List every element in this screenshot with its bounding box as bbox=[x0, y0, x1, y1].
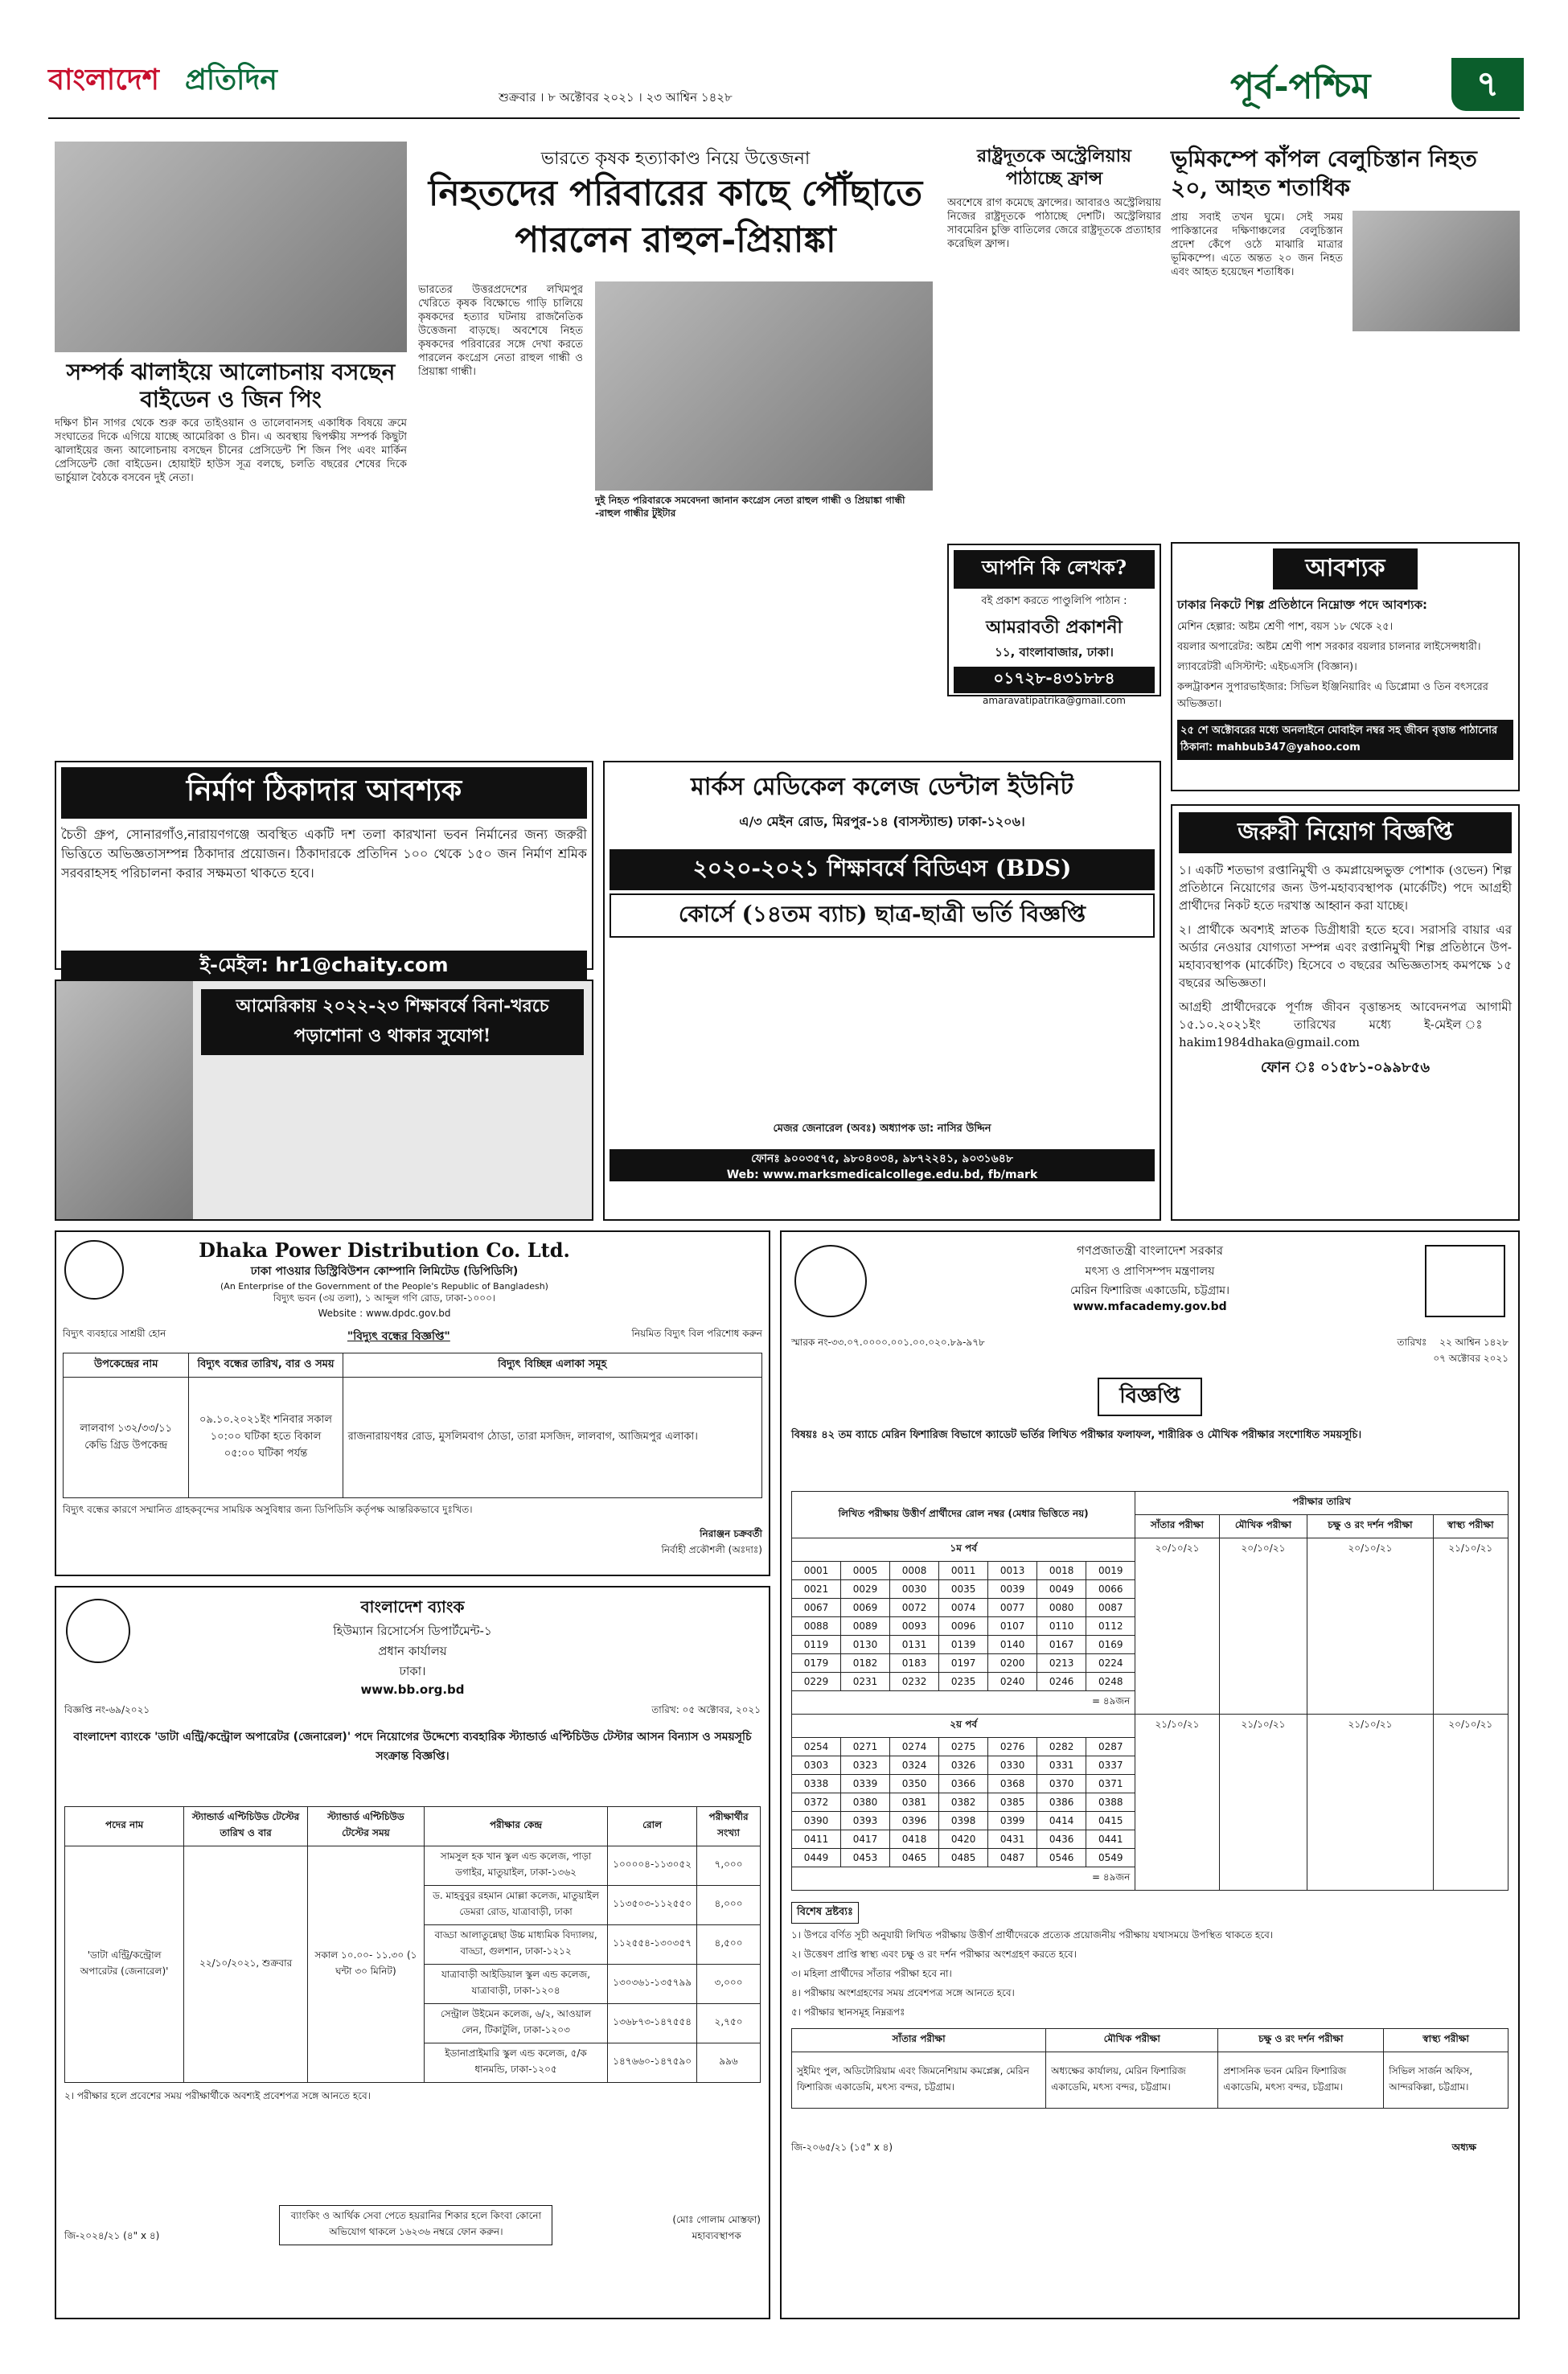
dpdc-table bbox=[63, 1353, 762, 1498]
roll-cell: 0449 bbox=[792, 1849, 841, 1867]
roll-cell: 0049 bbox=[1037, 1580, 1086, 1599]
dpdc-subtitle: (An Enterprise of the Government of the People's Republic of Bangladesh) bbox=[220, 1281, 548, 1292]
roll-cell: 0197 bbox=[939, 1654, 988, 1673]
roll-cell: 0366 bbox=[939, 1775, 988, 1793]
roll-cell: 0107 bbox=[988, 1617, 1037, 1636]
mfa-signer: অধ্যক্ষ bbox=[1451, 2142, 1476, 2153]
lekhok-publisher: আমরাবতী প্রকাশনী bbox=[986, 617, 1123, 638]
roll-cell: 0169 bbox=[1086, 1636, 1135, 1654]
biden-body: দক্ষিণ চীন সাগর থেকে শুরু করে তাইওয়ান ও তালেবানসহ একাধিক বিষয়ে ক্রমে সংঘাতের দিকে এগিয়ে যাচ্ছে আমেরিকা ও চীন। এ অবস্থায় দ্বিপক্ষীয় সম্পর্ক কিছুটা ঝালাইয়ের জন্য আলোচনায় বসছেন চীনের প্রেসিডেন্ট শি জিন পিং এবং মার্কিন প্রেসিডেন্ট জো বাইডেন। হোয়াইট হাউস সূত্র বলছে, চলতি বছরের শেষের দিকে ভার্চুয়াল বৈঠকে বসবেন দুই নেতা। bbox=[55, 417, 407, 484]
roll-cell: 0371 bbox=[1086, 1775, 1135, 1793]
bb-td-roll: ১৩০৩৬১-১৩৫৭৯৯ bbox=[608, 1965, 697, 2004]
bb-td-post: 'ডাটা এন্ট্রি/কন্ট্রোল অপারেটর (জেনারেল)' bbox=[65, 1846, 184, 2083]
nirman-title: নির্মাণ ঠিকাদার আবশ্যক bbox=[61, 767, 587, 819]
bb-th-center: পরীক্ষার কেন্দ্র bbox=[424, 1807, 607, 1846]
roll-cell: 0005 bbox=[841, 1562, 890, 1580]
joruri-footer: আগ্রহী প্রার্থীদেরকে পূর্ণাঙ্গ জীবন বৃত্তান্তসহ আবেদনপত্র আগামী ১৫.১০.২০২১ইং তারিখের মধ্যে ই-মেইল ঃ hakim1984dhaka@gmail.com bbox=[1179, 1000, 1512, 1049]
bb-office: প্রধান কার্যালয় bbox=[378, 1644, 447, 1658]
aboshyok-title: আবশ্যক bbox=[1273, 548, 1418, 589]
roll-cell: 0338 bbox=[792, 1775, 841, 1793]
lekhok-title: আপনি কি লেখক? bbox=[954, 550, 1155, 589]
roll-cell: 0303 bbox=[792, 1756, 841, 1775]
mfa-note-4: ৪। পরীক্ষায় অংশগ্রহণের সময় প্রবেশপত্র সঙ্গে আনতে হবে। bbox=[791, 1987, 1015, 1998]
roll-cell: 0390 bbox=[792, 1812, 841, 1830]
ad-lekhok bbox=[947, 544, 1161, 706]
bb-td-center: ড. মাহবুবুর রহমান মোল্লা কলেজ, মাতুয়াইল ডেমরা রোড, যাত্রাবাড়ী, ঢাকা bbox=[424, 1886, 607, 1925]
bb-table bbox=[64, 1806, 761, 2083]
roll-cell: 0030 bbox=[890, 1580, 939, 1599]
roll-cell: 0080 bbox=[1037, 1599, 1086, 1617]
roll-cell: 0276 bbox=[988, 1738, 1037, 1756]
dpdc-td-area: রাজনারায়ণধর রোড, মুসলিমবাগ ঠোডা, তারা মসজিদ, লালবাগ, আজিমপুর এলাকা। bbox=[343, 1378, 761, 1498]
bangladesh-50-logo bbox=[794, 1245, 867, 1317]
bb-date: তারিখ: ০৫ অক্টোবর, ২০২১ bbox=[651, 1704, 761, 1715]
joruri-phone: ফোন ঃ ০১৫৮১-০৯৯৮৫৬ bbox=[1260, 1059, 1430, 1076]
bb-td-roll: ১৩৬৮৭৩-১৪৭৫৫৪ bbox=[608, 2004, 697, 2043]
roll-cell: 0072 bbox=[890, 1599, 939, 1617]
mfa-note-1: ১। উপরে বর্ণিত সূচী অনুযায়ী লিখিত পরীক্ষায় উত্তীর্ণ প্রার্থীদেরকে প্রত্যেক প্রয়োজনীয় পরীক্ষায় যথাসময়ে উপস্থিত থাকতে হবে। bbox=[791, 1929, 1274, 1941]
roll-cell: 0275 bbox=[939, 1738, 988, 1756]
lekhok-phone: ০১৭২৮-৪৩১৮৮৪ bbox=[954, 667, 1155, 693]
mfa-note-2: ২। উত্তেষণ প্রাপ্তি স্বাস্থ্য এবং চক্ষু ও রং দর্শন পরীক্ষার অংশগ্রহণ করতে হবে। bbox=[791, 1949, 1077, 1960]
roll-cell: 0436 bbox=[1037, 1830, 1086, 1849]
roll-cell: 0179 bbox=[792, 1654, 841, 1673]
bb-td-center: বাড্ডা আলাতুন্নেছা উচ্চ মাধ্যমিক বিদ্যালয়, বাড্ডা, গুলশান, ঢাকা-১২১২ bbox=[424, 1925, 607, 1965]
usa-photo bbox=[56, 981, 193, 1219]
bb-td-roll: ১১২৫৫৪-১৩০৩৫৭ bbox=[608, 1925, 697, 1965]
quake-body-continued bbox=[1353, 338, 1520, 531]
lekhok-address: ১১, বাংলাবাজার, ঢাকা। bbox=[995, 645, 1114, 659]
dpdc-footer: বিদ্যুৎ বন্ধের কারণে সম্মানিত গ্রাহকবৃন্দের সাময়িক অসুবিধার জন্য ডিপিডিসি কর্তৃপক্ষ আন্তরিকভাবে দুঃখিত। bbox=[63, 1504, 473, 1515]
roll-cell: 0183 bbox=[890, 1654, 939, 1673]
aboshyok-item-3: ল্যাবরেটরী এসিস্টান্ট: এইচএসসি (বিজ্ঞান)। bbox=[1177, 661, 1357, 673]
dpdc-th-substation: উপকেন্দ্রের নাম bbox=[64, 1353, 189, 1378]
mfa-venue-th: চক্ষু ও রং দর্শন পরীক্ষা bbox=[1218, 2029, 1384, 2052]
mfa-phase1-date: ২০/১০/২১ bbox=[1307, 1538, 1433, 1715]
roll-cell: 0453 bbox=[841, 1849, 890, 1867]
bb-th-date: স্ট্যান্ডার্ড এপ্টিচিউড টেস্টের তারিখ ও বার bbox=[184, 1807, 308, 1846]
dpdc-title: Dhaka Power Distribution Co. Ltd. bbox=[199, 1238, 570, 1262]
roll-cell: 0465 bbox=[890, 1849, 939, 1867]
dpdc-website: Website : www.dpdc.gov.bd bbox=[318, 1308, 451, 1319]
roll-cell: 0420 bbox=[939, 1830, 988, 1849]
rahul-kicker: ভারতে কৃষক হত্যাকাণ্ড নিয়ে উত্তেজনা bbox=[540, 149, 811, 169]
roll-cell: 0231 bbox=[841, 1673, 890, 1691]
bb-th-count: পরীক্ষার্থীর সংখ্যা bbox=[697, 1807, 761, 1846]
roll-cell: 0112 bbox=[1086, 1617, 1135, 1636]
marks-address: এ/৩ মেইন রোড, মিরপুর-১৪ (বাসস্ট্যান্ড) ঢাকা-১২০৬। bbox=[739, 814, 1025, 829]
dpdc-left-note: বিদ্যুৎ ব্যবহারে সাশ্রয়ী হোন bbox=[63, 1328, 166, 1339]
bb-td-center: সেন্ট্রাল উইমেন কলেজ, ৬/২, আওয়াল লেন, টিকাটুলি, ঢাকা-১২০৩ bbox=[424, 2004, 607, 2043]
roll-cell: 0274 bbox=[890, 1738, 939, 1756]
mfa-venue-table bbox=[791, 2028, 1508, 2109]
page-number-tab bbox=[1451, 58, 1524, 111]
mfa-date-label: তারিখঃ bbox=[1397, 1337, 1427, 1348]
roll-cell: 0200 bbox=[988, 1654, 1037, 1673]
roll-cell: 0093 bbox=[890, 1617, 939, 1636]
mfa-venue-th: সাঁতার পরীক্ষা bbox=[792, 2029, 1046, 2052]
mfa-venue-td: সিভিল সার্জন অফিস, আন্দরকিল্লা, চট্টগ্রাম। bbox=[1384, 2052, 1508, 2109]
roll-cell: 0331 bbox=[1037, 1756, 1086, 1775]
rahul-caption: দুই নিহত পরিবারকে সমবেদনা জানান কংগ্রেস নেতা রাহুল গান্ধী ও প্রিয়াঙ্কা গান্ধী -রাহুল গান্ধীর টুইটার bbox=[595, 495, 905, 519]
nirman-body: চৈতী গ্রুপ, সোনারগাঁও,নারায়ণগঞ্জে অবস্থিত একটি দশ তলা কারখানা ভবন নির্মানের জন্য জরুরী ভিত্তিতে অভিজ্ঞতাসম্পন্ন ঠিকাদার প্রয়োজন। ঠিকাদারকে প্রতিদিন ১০০ থেকে ১৫০ জন নির্মাণ শ্রমিক সরবরাহসহ পরিচালনা করার সক্ষমতা থাকতে হবে। bbox=[61, 827, 587, 881]
roll-cell: 0074 bbox=[939, 1599, 988, 1617]
roll-cell: 0372 bbox=[792, 1793, 841, 1812]
mfa-total-2: = ৪৯জন bbox=[792, 1867, 1135, 1891]
roll-cell: 0001 bbox=[792, 1562, 841, 1580]
mfa-phase-1: ১ম পর্ব bbox=[792, 1538, 1135, 1562]
mfa-phase1-date: ২০/১০/২১ bbox=[1219, 1538, 1307, 1715]
marks-phone: ফোনঃ ৯০০৩৫৭৫, ৯৮০৪০৩৪, ৯৮৭২২৪১, ৯০৩১৬৪৮ bbox=[610, 1149, 1155, 1169]
mfa-date-en: ০৭ অক্টোবর ২০২১ bbox=[1433, 1353, 1508, 1364]
roll-cell: 0021 bbox=[792, 1580, 841, 1599]
joruri-item-2: ২। প্রার্থীকে অবশ্যই স্নাতক ডিগ্রীধারী হতে হবে। সরাসরি বায়ার এর অর্ডার নেওয়ার যোগ্যতা সম্পন্ন এবং রপ্তানিমুখী শিল্প প্রতিষ্ঠানে উপ-মহাব্যবস্থাপক (মার্কেটিং) হিসেবে ৩ বছরের অভিজ্ঞতাসহ কমপক্ষে ১৫ বছরের অভিজ্ঞতা। bbox=[1179, 922, 1512, 990]
roll-cell: 0415 bbox=[1086, 1812, 1135, 1830]
mfa-th-roll: লিখিত পরীক্ষায় উত্তীর্ণ প্রার্থীদের রোল নম্বর (মেধার ভিত্তিতে নয়) bbox=[792, 1492, 1135, 1538]
roll-cell: 0131 bbox=[890, 1636, 939, 1654]
roll-cell: 0213 bbox=[1037, 1654, 1086, 1673]
dpdc-td-substation: লালবাগ ১৩২/৩৩/১১ কেভি গ্রিড উপকেন্দ্র bbox=[64, 1378, 189, 1498]
mfa-venue-th: মৌখিক পরীক্ষা bbox=[1046, 2029, 1218, 2052]
roll-cell: 0019 bbox=[1086, 1562, 1135, 1580]
roll-cell: 0337 bbox=[1086, 1756, 1135, 1775]
roll-cell: 0323 bbox=[841, 1756, 890, 1775]
biden-headline: সম্পর্ক ঝালাইয়ে আলোচনায় বসছেন বাইডেন ও জিন পিং bbox=[66, 359, 396, 413]
mfa-intro bbox=[791, 1452, 1508, 1485]
marks-banner-2: কোর্সে (১৪তম ব্যাচ) ছাত্র-ছাত্রী ভর্তি বিজ্ঞপ্তি bbox=[610, 893, 1155, 938]
mfa-subject: বিষয়ঃ ৪২ তম ব্যাচে মেরিন ফিশারিজ বিভাগে ক্যাডেট ভর্তির লিখিত পরীক্ষার ফলাফল, শারীরিক ও মৌখিক পরীক্ষার সংশোধিত সময়সূচি। bbox=[791, 1429, 1362, 1441]
dpdc-signer: নিরাঞ্জন চক্রবর্তী bbox=[700, 1528, 762, 1539]
joruri-item-1: ১। একটি শতভাগ রপ্তানিমুখী ও কমপ্লায়েন্সভুক্ত পোশাক (ওভেন) শিল্প প্রতিষ্ঠানে নিয়োগের জন্য উপ-মহাব্যবস্থাপক (মার্কেটিং) পদে আগ্রহী প্রার্থীদের নিকট হতে দরখাস্ত আহ্বান করা যাচ্ছে। bbox=[1179, 863, 1512, 913]
mfa-title: বিজ্ঞপ্তি bbox=[1098, 1378, 1202, 1416]
roll-cell: 0167 bbox=[1037, 1636, 1086, 1654]
roll-cell: 0380 bbox=[841, 1793, 890, 1812]
mfa-ministry: মৎস্য ও প্রাণিসম্পদ মন্ত্রণালয় bbox=[1085, 1265, 1215, 1278]
bb-signer-title: মহাব্যবস্থাপক bbox=[692, 2230, 741, 2241]
roll-cell: 0232 bbox=[890, 1673, 939, 1691]
logo-top-text: বাংলাদেশ bbox=[48, 63, 159, 97]
mfa-venue-td: অধ্যক্ষের কার্যালয়, মেরিন ফিশারিজ একাডেমি, মৎস্য বন্দর, চট্টগ্রাম। bbox=[1046, 2052, 1218, 2109]
bb-note: ২। পরীক্ষার হলে প্রবেশের সময় পরীক্ষার্থীকে অবশ্যই প্রবেশপত্র সঙ্গে আনতে হবে। bbox=[64, 2090, 371, 2101]
roll-cell: 0282 bbox=[1037, 1738, 1086, 1756]
mfa-phase2-date: ২১/১০/২১ bbox=[1307, 1715, 1433, 1891]
mfa-note-3: ৩। মহিলা প্রার্থীদের সাঁতার পরীক্ষা হবে না। bbox=[791, 1968, 952, 1979]
roll-cell: 0326 bbox=[939, 1756, 988, 1775]
roll-cell: 0139 bbox=[939, 1636, 988, 1654]
page-number: ৭ bbox=[1476, 64, 1500, 105]
roll-cell: 0350 bbox=[890, 1775, 939, 1793]
roll-cell: 0011 bbox=[939, 1562, 988, 1580]
bb-td-count: ৪,৫০০ bbox=[697, 1925, 761, 1965]
aboshyok-footer: ২৫ শে অক্টোবরের মধ্যে অনলাইনে মোবাইল নম্বর সহ জীবন বৃত্তান্ত পাঠানোর ঠিকানা: mahbub347@yahoo.com bbox=[1177, 720, 1513, 760]
ad-marine-fisheries bbox=[780, 1230, 1520, 2319]
rahul-photo bbox=[595, 281, 933, 491]
mfa-th-eye: চক্ষু ও রং দর্শন পরীক্ষা bbox=[1307, 1515, 1433, 1538]
roll-cell: 0018 bbox=[1037, 1562, 1086, 1580]
mfa-date-bn: ২২ আশ্বিন ১৪২৮ bbox=[1439, 1337, 1508, 1348]
roll-cell: 0088 bbox=[792, 1617, 841, 1636]
quake-body: প্রায় সবাই তখন ঘুমে। সেই সময় পাকিস্তানের দক্ষিণাঞ্চলের বেলুচিস্তান প্রদেশ কেঁপে ওঠে মাঝারি মাত্রার ভূমিকম্পে। এতে অন্তত ২০ জন নিহত এবং আহত হয়েছেন শতাধিক। bbox=[1171, 212, 1343, 278]
ad-joruri-niyog bbox=[1171, 804, 1520, 1221]
roll-cell: 0035 bbox=[939, 1580, 988, 1599]
bb-th-post: পদের নাম bbox=[65, 1807, 184, 1846]
rahul-headline: নিহতদের পরিবারের কাছে পৌঁছাতে পারলেন রাহুল-প্রিয়াঙ্কা bbox=[428, 173, 923, 261]
roll-cell: 0324 bbox=[890, 1756, 939, 1775]
roll-cell: 0248 bbox=[1086, 1673, 1135, 1691]
marks-details bbox=[610, 944, 1155, 1121]
bb-title: বাংলাদেশ ব্যাংক bbox=[360, 1597, 465, 1616]
dpdc-th-time: বিদ্যুৎ বন্ধের তারিখ, বার ও সময় bbox=[189, 1353, 343, 1378]
mfa-total-1: = ৪৯জন bbox=[792, 1691, 1135, 1715]
roll-cell: 0418 bbox=[890, 1830, 939, 1849]
bb-city: ঢাকা। bbox=[399, 1664, 426, 1678]
roll-cell: 0271 bbox=[841, 1738, 890, 1756]
ad-bangladesh-bank bbox=[55, 1586, 770, 2319]
roll-cell: 0411 bbox=[792, 1830, 841, 1849]
dpdc-signer-title: নির্বাহী প্রকৌশলী (অঃদাঃ) bbox=[661, 1544, 762, 1555]
roll-cell: 0229 bbox=[792, 1673, 841, 1691]
dpdc-notice-title: "বিদ্যুৎ বন্ধের বিজ্ঞপ্তি" bbox=[347, 1330, 450, 1343]
roll-cell: 0487 bbox=[988, 1849, 1037, 1867]
bb-td-time: সকাল ১০.০০- ১১.৩০ (১ ঘন্টা ৩০ মিনিট) bbox=[307, 1846, 424, 2083]
bb-th-roll: রোল bbox=[608, 1807, 697, 1846]
ad-aboshyok bbox=[1171, 542, 1520, 791]
mfa-phase1-date: ২০/১০/২১ bbox=[1135, 1538, 1219, 1715]
usa-details bbox=[204, 1045, 582, 1206]
roll-cell: 0417 bbox=[841, 1830, 890, 1849]
aboshyok-item-4: কন্সট্রাকশন সুপারভাইজার: সিভিল ইঞ্জিনিয়ারিং এ ডিপ্লোমা ও তিন বৎসরের অভিজ্ঞতা। bbox=[1177, 681, 1488, 710]
france-headline: রাষ্ট্রদূতকে অস্ট্রেলিয়ায় পাঠাচ্ছে ফ্রান্স bbox=[976, 146, 1131, 189]
roll-cell: 0069 bbox=[841, 1599, 890, 1617]
marks-title: মার্কস মেডিকেল কলেজ ডেন্টাল ইউনিট bbox=[691, 773, 1073, 801]
mfa-th-viva: মৌখিক পরীক্ষা bbox=[1219, 1515, 1307, 1538]
roll-cell: 0398 bbox=[939, 1812, 988, 1830]
bb-td-count: ২,৭৫০ bbox=[697, 2004, 761, 2043]
marks-director: মেজর জেনারেল (অবঃ) অধ্যাপক ডা: নাসির উদ্দিন bbox=[773, 1123, 991, 1135]
bb-td-roll: ১৪৭৬৬০-১৪৭৫৯০ bbox=[608, 2043, 697, 2083]
bb-intro bbox=[64, 1772, 761, 1801]
dpdc-address: বিদ্যুৎ ভবন (৩য় তলা), ১ আব্দুল গণি রোড, ঢাকা-১০০০। bbox=[273, 1292, 496, 1304]
roll-cell: 0368 bbox=[988, 1775, 1037, 1793]
roll-cell: 0096 bbox=[939, 1617, 988, 1636]
roll-cell: 0039 bbox=[988, 1580, 1037, 1599]
logo-bottom-text: প্রতিদিন bbox=[185, 63, 277, 97]
quake-photo bbox=[1353, 211, 1520, 331]
dpdc-logo bbox=[64, 1240, 124, 1300]
roll-cell: 0546 bbox=[1037, 1849, 1086, 1867]
roll-cell: 0130 bbox=[841, 1636, 890, 1654]
roll-cell: 0110 bbox=[1037, 1617, 1086, 1636]
bb-logo bbox=[66, 1599, 130, 1663]
aboshyok-item-2: বয়লার অপারেটর: অষ্টম শ্রেণী পাশ সরকার বয়লার চালনার লাইসেন্সধারী। bbox=[1177, 641, 1481, 653]
rahul-body-continued bbox=[595, 531, 933, 698]
roll-cell: 0485 bbox=[939, 1849, 988, 1867]
quake-headline: ভূমিকম্পে কাঁপল বেলুচিস্তান নিহত ২০, আহত শতাধিক bbox=[1171, 146, 1477, 201]
ad-marks-medical bbox=[603, 761, 1161, 1221]
roll-cell: 0330 bbox=[988, 1756, 1037, 1775]
roll-cell: 0066 bbox=[1086, 1580, 1135, 1599]
bb-td-roll: ১০০০০৪-১১৩০৫২ bbox=[608, 1846, 697, 1886]
dpdc-title-bn: ঢাকা পাওয়ার ডিস্ট্রিবিউশন কোম্পানি লিমিটেড (ডিপিডিসি) bbox=[250, 1265, 519, 1278]
ad-usa-study bbox=[55, 980, 593, 1221]
roll-cell: 0119 bbox=[792, 1636, 841, 1654]
roll-cell: 0240 bbox=[988, 1673, 1037, 1691]
roll-cell: 0067 bbox=[792, 1599, 841, 1617]
roll-cell: 0386 bbox=[1037, 1793, 1086, 1812]
aboshyok-item-1: মেশিন হেল্পার: অষ্টম শ্রেণী পাশ, বয়স ১৮ থেকে ২৫। bbox=[1177, 621, 1394, 633]
joruri-title: জরুরী নিয়োগ বিজ্ঞপ্তি bbox=[1179, 812, 1512, 853]
dpdc-td-time: ০৯.১০.২০২১ইং শনিবার সকাল ১০:০০ ঘটিকা হতে বিকাল ০৫:০০ ঘটিকা পর্যন্ত bbox=[189, 1378, 343, 1498]
bb-web: www.bb.org.bd bbox=[360, 1682, 465, 1697]
roll-cell: 0441 bbox=[1086, 1830, 1135, 1849]
mfa-phase2-date: ২১/১০/২১ bbox=[1219, 1715, 1307, 1891]
lekhok-email: amaravatipatrika@gmail.com bbox=[983, 695, 1126, 706]
roll-cell: 0396 bbox=[890, 1812, 939, 1830]
bb-td-roll: ১১৩৫০৩-১১২৫৫০ bbox=[608, 1886, 697, 1925]
bb-td-count: ৪,০০০ bbox=[697, 1886, 761, 1925]
roll-cell: 0008 bbox=[890, 1562, 939, 1580]
marks-banner-1: ২০২০-২০২১ শিক্ষাবর্ষে বিডিএস (BDS) bbox=[610, 849, 1155, 890]
roll-cell: 0013 bbox=[988, 1562, 1037, 1580]
bb-td-count: ৩,০০০ bbox=[697, 1965, 761, 2004]
aboshyok-intro: ঢাকার নিকটে শিল্প প্রতিষ্ঠানে নিম্নোক্ত পদে আবশ্যক: bbox=[1177, 598, 1428, 612]
roll-cell: 0431 bbox=[988, 1830, 1037, 1849]
mfa-phase2-date: ২০/১০/২১ bbox=[1433, 1715, 1508, 1891]
mfa-th-swim: সাঁতার পরীক্ষা bbox=[1135, 1515, 1219, 1538]
lekhok-line: বই প্রকাশ করতে পাণ্ডুলিপি পাঠান : bbox=[981, 595, 1127, 607]
roll-cell: 0381 bbox=[890, 1793, 939, 1812]
ad-nirman bbox=[55, 761, 593, 976]
mfa-venue-th: স্বাস্থ্য পরীক্ষা bbox=[1384, 2029, 1508, 2052]
roll-cell: 0414 bbox=[1037, 1812, 1086, 1830]
nirman-email: ই-মেইল: hr1@chaity.com bbox=[61, 951, 587, 983]
rahul-body: ভারতের উত্তরপ্রদেশের লখিমপুর খেরিতে কৃষক বিক্ষোভে গাড়ি চালিয়ে কৃষকদের হত্যার ঘটনায় রাজনৈতিক উত্তেজনা বাড়ছে। অবশেষে নিহত কৃষকদের পরিবারের সঙ্গে দেখা করতে পারলেন কংগ্রেস নেতা রাহুল গান্ধী ও প্রিয়াঙ্কা গান্ধী। bbox=[418, 284, 583, 378]
mfa-note-5: ৫। পরীক্ষার স্থানসমূহ নিম্নরূপঃ bbox=[791, 2006, 905, 2018]
roll-cell: 0287 bbox=[1086, 1738, 1135, 1756]
bb-td-center: ইডানাপ্রাইমারি স্কুল এন্ড কলেজ, ৫/ক ধানমন্ডি, ঢাকা-১২০৫ bbox=[424, 2043, 607, 2083]
mfa-bottom-left: জি-২০৬৫/২১ (১৫" x ৪) bbox=[791, 2142, 893, 2153]
bb-signer: (মোঃ গোলাম মোস্তফা) bbox=[672, 2214, 761, 2225]
roll-cell: 0339 bbox=[841, 1775, 890, 1793]
newspaper-logo bbox=[48, 55, 322, 117]
mfa-venue-td: সুইমিং পুল, অডিটোরিয়াম এবং জিমনেশিয়াম কমপ্লেক্স, মেরিন ফিশারিজ একাডেমি, মৎস্য বন্দর, চট্টগ্রাম। bbox=[792, 2052, 1046, 2109]
mfa-academy: মেরিন ফিশারিজ একাডেমি, চট্টগ্রাম। bbox=[1069, 1284, 1230, 1297]
bb-td-date: ২২/১০/২০২১, শুক্রবার bbox=[184, 1846, 308, 2083]
section-title: পূর্ব-পশ্চিম bbox=[1230, 66, 1371, 107]
mfa-phase-2: ২য় পর্ব bbox=[792, 1715, 1135, 1738]
mfa-special-label: বিশেষ দ্রষ্টব্যঃ bbox=[791, 1902, 859, 1924]
france-body: অবশেষে রাগ কমেছে ফ্রান্সের। আবারও অস্ট্রেলিয়ায় নিজের রাষ্ট্রদূতকে পাঠাচ্ছে দেশটি। অস্ট্রেলিয়ার সাবমেরিন চুক্তি বাতিলের জেরে রাষ্ট্রদূতকে প্রত্যাহার করেছিল ফ্রান্স। bbox=[947, 197, 1161, 250]
bb-td-center: যাত্রাবাড়ী আইডিয়াল স্কুল এন্ড কলেজ, যাত্রাবাড়ী, ঢাকা-১২০৪ bbox=[424, 1965, 607, 2004]
bb-bottom-left: জি-২০২৪/২১ (৪" x ৪) bbox=[64, 2230, 160, 2241]
roll-cell: 0382 bbox=[939, 1793, 988, 1812]
roll-cell: 0087 bbox=[1086, 1599, 1135, 1617]
roll-cell: 0182 bbox=[841, 1654, 890, 1673]
bb-td-count: ৭,০০০ bbox=[697, 1846, 761, 1886]
roll-cell: 0077 bbox=[988, 1599, 1037, 1617]
dpdc-right-note: নিয়মিত বিদ্যুৎ বিল পরিশোধ করুন bbox=[631, 1328, 762, 1339]
roll-cell: 0399 bbox=[988, 1812, 1037, 1830]
roll-cell: 0246 bbox=[1037, 1673, 1086, 1691]
bb-td-count: ৯৯৬ bbox=[697, 2043, 761, 2083]
roll-cell: 0140 bbox=[988, 1636, 1037, 1654]
biden-xi-photo bbox=[55, 142, 407, 352]
mfa-phase1-date: ২১/১০/২১ bbox=[1433, 1538, 1508, 1715]
bb-dept: হিউম্যান রিসোর্সেস ডিপার্টমেন্ট-১ bbox=[333, 1624, 492, 1638]
dpdc-th-area: বিদ্যুৎ বিচ্ছিন্ন এলাকা সমূহ bbox=[343, 1353, 761, 1378]
roll-cell: 0224 bbox=[1086, 1654, 1135, 1673]
mfa-result-table bbox=[791, 1491, 1508, 1891]
roll-cell: 0549 bbox=[1086, 1849, 1135, 1867]
bb-ref: বিজ্ঞপ্তি নং-৬৯/২০২১ bbox=[64, 1704, 150, 1715]
roll-cell: 0385 bbox=[988, 1793, 1037, 1812]
mfa-govt: গণপ্রজাতন্ত্রী বাংলাদেশ সরকার bbox=[1076, 1243, 1224, 1258]
date-line: শুক্রবার । ৮ অক্টোবর ২০২১ । ২৩ আশ্বিন ১৪২৮ bbox=[499, 90, 733, 105]
masthead-rule bbox=[48, 117, 1520, 119]
bb-td-center: সামসুল হক খান স্কুল এন্ড কলেজ, পাড়া ডগাইর, মাতুয়াইল, ঢাকা-১৩৬২ bbox=[424, 1846, 607, 1886]
mfa-web: www.mfacademy.gov.bd bbox=[1073, 1300, 1227, 1313]
mfa-th-dates: পরীক্ষার তারিখ bbox=[1135, 1492, 1508, 1515]
mfa-th-health: স্বাস্থ্য পরীক্ষা bbox=[1433, 1515, 1508, 1538]
mujib-borsho-logo bbox=[1425, 1245, 1505, 1317]
bb-th-time: স্ট্যান্ডার্ড এপ্টিচিউড টেস্টের সময় bbox=[307, 1807, 424, 1846]
masthead bbox=[48, 48, 1520, 119]
roll-cell: 0029 bbox=[841, 1580, 890, 1599]
marks-web: Web: www.marksmedicalcollege.edu.bd, fb/mark bbox=[610, 1169, 1155, 1181]
roll-cell: 0393 bbox=[841, 1812, 890, 1830]
roll-cell: 0089 bbox=[841, 1617, 890, 1636]
roll-cell: 0370 bbox=[1037, 1775, 1086, 1793]
bb-notes-continued bbox=[64, 2109, 761, 2189]
mfa-ref: স্মারক নং-৩৩.০৭.০০০০.০০১.০০.০২০.৮৯-৯৭৮ bbox=[791, 1337, 985, 1348]
mfa-phase2-date: ২১/১০/২১ bbox=[1135, 1715, 1219, 1891]
mfa-venue-td: প্রশাসনিক ভবন মেরিন ফিশারিজ একাডেমি, মৎস্য বন্দর, চট্টগ্রাম। bbox=[1218, 2052, 1384, 2109]
roll-cell: 0235 bbox=[939, 1673, 988, 1691]
usa-title: আমেরিকায় ২০২২-২৩ শিক্ষাবর্ষে বিনা-খরচে পড়াশোনা ও থাকার সুযোগ! bbox=[201, 989, 584, 1055]
roll-cell: 0388 bbox=[1086, 1793, 1135, 1812]
bb-subject: বাংলাদেশ ব্যাংকে 'ডাটা এন্ট্রি/কন্ট্রোল অপারেটর (জেনারেল)' পদে নিয়োগের উদ্দেশ্যে ব্যবহারিক স্ট্যান্ডার্ড এপ্টিচিউড টেস্টার আসন বিন্যাস ও সময়সূচি সংক্রান্ত বিজ্ঞপ্তি। bbox=[73, 1731, 752, 1763]
ad-dpdc bbox=[55, 1230, 770, 1576]
bb-footer: ব্যাংকিং ও আর্থিক সেবা পেতে হয়রানির শিকার হলে কিংবা কোনো অভিযোগ থাকলে ১৬২৩৬ নম্বরে ফোন করুন। bbox=[279, 2205, 552, 2245]
roll-cell: 0254 bbox=[792, 1738, 841, 1756]
